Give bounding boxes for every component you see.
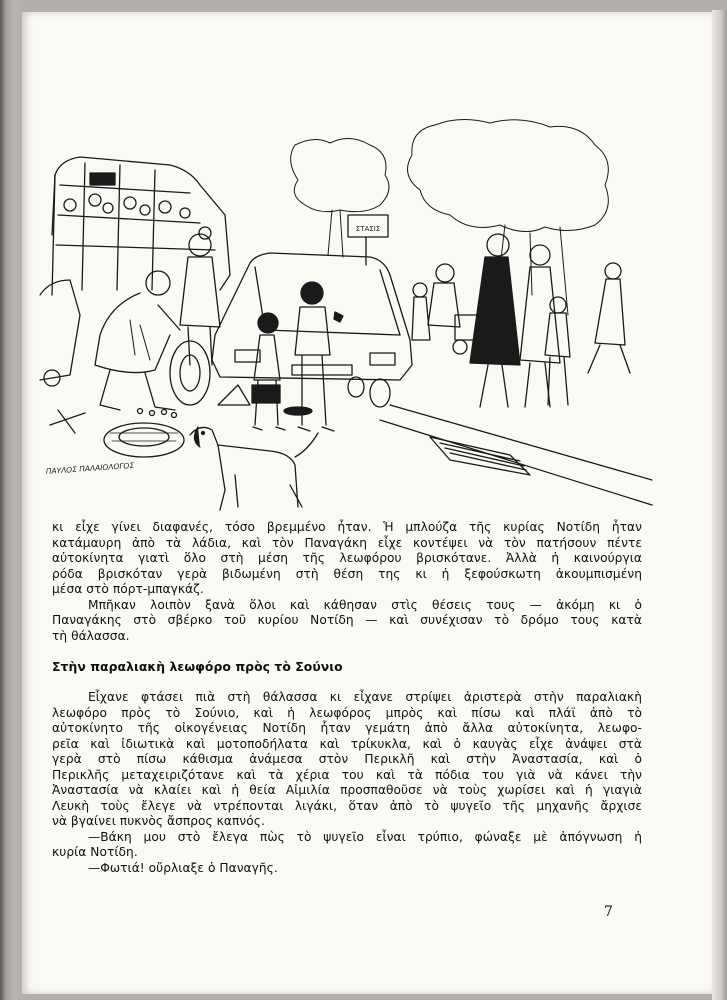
text-line: —Φωτιά! οὔρλιαξε ὁ Παναγῆς.	[88, 860, 278, 875]
bus-stop-sign-text: ΣΤΑΣΙΣ	[355, 225, 381, 233]
man-changing-tire	[95, 271, 180, 410]
left-car	[40, 280, 80, 386]
text-line: αὐτοκίνητα γιατὶ ὅλο στὴ μέση τῆς λεωφόρου βρισκότανε. Ἀλλὰ ἡ καινούργια	[52, 551, 642, 565]
dialogue-2	[52, 861, 642, 877]
text-line: τὴ θάλασσα.	[52, 628, 130, 643]
text-line: ρεῖα καὶ ἰδιωτικὰ καὶ μοτοποδήλατα καὶ τρίκυκλα, καὶ ὁ καυγὰς εἶχε ἀνάψει στὰ	[52, 736, 642, 751]
spare-tire	[104, 423, 184, 457]
text-line: γερὰ στὸ πίσω κάθισμα ἀνάμεσα στὸν Περικλῆ καὶ στὴν Ἀναστασία, καὶ ὁ	[52, 752, 642, 766]
bystanders	[412, 234, 630, 407]
tree-center	[291, 138, 389, 257]
lug-wrench	[50, 410, 85, 433]
car-jack	[218, 385, 250, 405]
text-line: Εἶχανε φτάσει πιὰ στὴ θάλασσα κι εἶχανε στρίψει ἀριστερὰ στὴν παραλιακὴ	[88, 690, 642, 704]
oil-puddle	[284, 407, 312, 415]
text-line: Περικλῆς μεταχειριζότανε καὶ τὰ χέρια του καὶ τὰ πόδια του γιὰ νὰ κάνει τὴν	[52, 767, 642, 782]
text-line: κι εἶχε γίνει διαφανές, τόσο βρεμμένο ἦταν. Ἡ μπλούζα τῆς κυρίας Νοτίδη ἦταν	[52, 520, 642, 534]
street-scene-illustration	[40, 115, 652, 520]
main-car	[212, 253, 412, 407]
text-line: νὰ βγαίνει πυκνὸς ἄσπρος καπνός.	[52, 814, 265, 828]
page-number: 7	[604, 904, 613, 920]
text-line: αὐτοκίνητο τῆς οἰκογένειας Νοτίδη ἦταν γεμάτη ἀπὸ ἄλλα αὐτοκίνητα, λεωφο-	[52, 721, 642, 735]
text-line: λεωφόρο πρὸς τὸ Σούνιο, καὶ ἡ λεωφόρος μπρὸς καὶ πίσω καὶ πλάϊ ἀπὸ τὸ	[52, 705, 642, 720]
text-line: Μπῆκαν λοιπὸν ξανὰ ὅλοι καὶ κάθησαν στὶς θέσεις τους — ἀκόμη κι ὁ	[88, 597, 642, 612]
text-line: μέσα στὸ πόρτ-μπαγκάζ.	[52, 582, 204, 596]
drain-grate	[430, 437, 530, 475]
page-edge	[712, 10, 727, 1000]
dog	[190, 427, 318, 510]
text-line: Λευκὴ τοὺς ἔλεγε νὰ ντρέπονται λιγάκι, ὅταν ἀπὸ τὸ ψυγεῖο τῆς μηχανῆς ἄρχισε	[52, 798, 642, 813]
artist-signature-text: ΠΑΥΛΟΣ ΠΑΛΑΙΟΛΟΓΟΣ	[45, 460, 135, 476]
text-line: κατάμαυρη ἀπὸ τὰ λάδια, καὶ τὸν Παναγάκη εἶχε κοντέψει νὰ τὸν πατήσουν πέντε	[52, 535, 642, 550]
story-text	[52, 520, 642, 876]
paragraph-1	[52, 520, 642, 598]
section-heading: Στὴν παραλιακὴ λεωφόρο πρὸς τὸ Σούνιο	[52, 659, 343, 674]
text-line: —Βάκη μου στὸ ἔλεγα πὼς τὸ ψυγεῖο εἶναι τρύπιο, φώναξε μὲ ἀπόγνωση ἡ	[88, 829, 642, 844]
text-line: ρόδα βρισκόταν γερὰ βιδωμένη στὴ θέση της κι ἡ ξεφούσκωτη ἀκουμπισμένη	[52, 566, 642, 581]
text-line: κυρία Νοτίδη.	[52, 845, 138, 859]
tire-on-car	[170, 341, 210, 405]
text-line: Παναγάκης στὸ σβέρκο τοῦ κυρίου Νοτίδη — καὶ συνέχισαν τὸ δρόμο τους κατὰ	[52, 613, 642, 627]
paragraph-2	[52, 598, 642, 645]
paragraph-3	[52, 690, 642, 830]
bus	[52, 157, 230, 295]
dialogue-1	[52, 830, 642, 861]
artist-signature	[44, 460, 135, 500]
text-line: Ἀναστασία νὰ κλαίει καὶ ἡ θεία Αἰμιλία προσπαθοῦσε νὰ τοὺς χωρίσει καὶ ἡ γιαγιὰ	[52, 783, 642, 797]
